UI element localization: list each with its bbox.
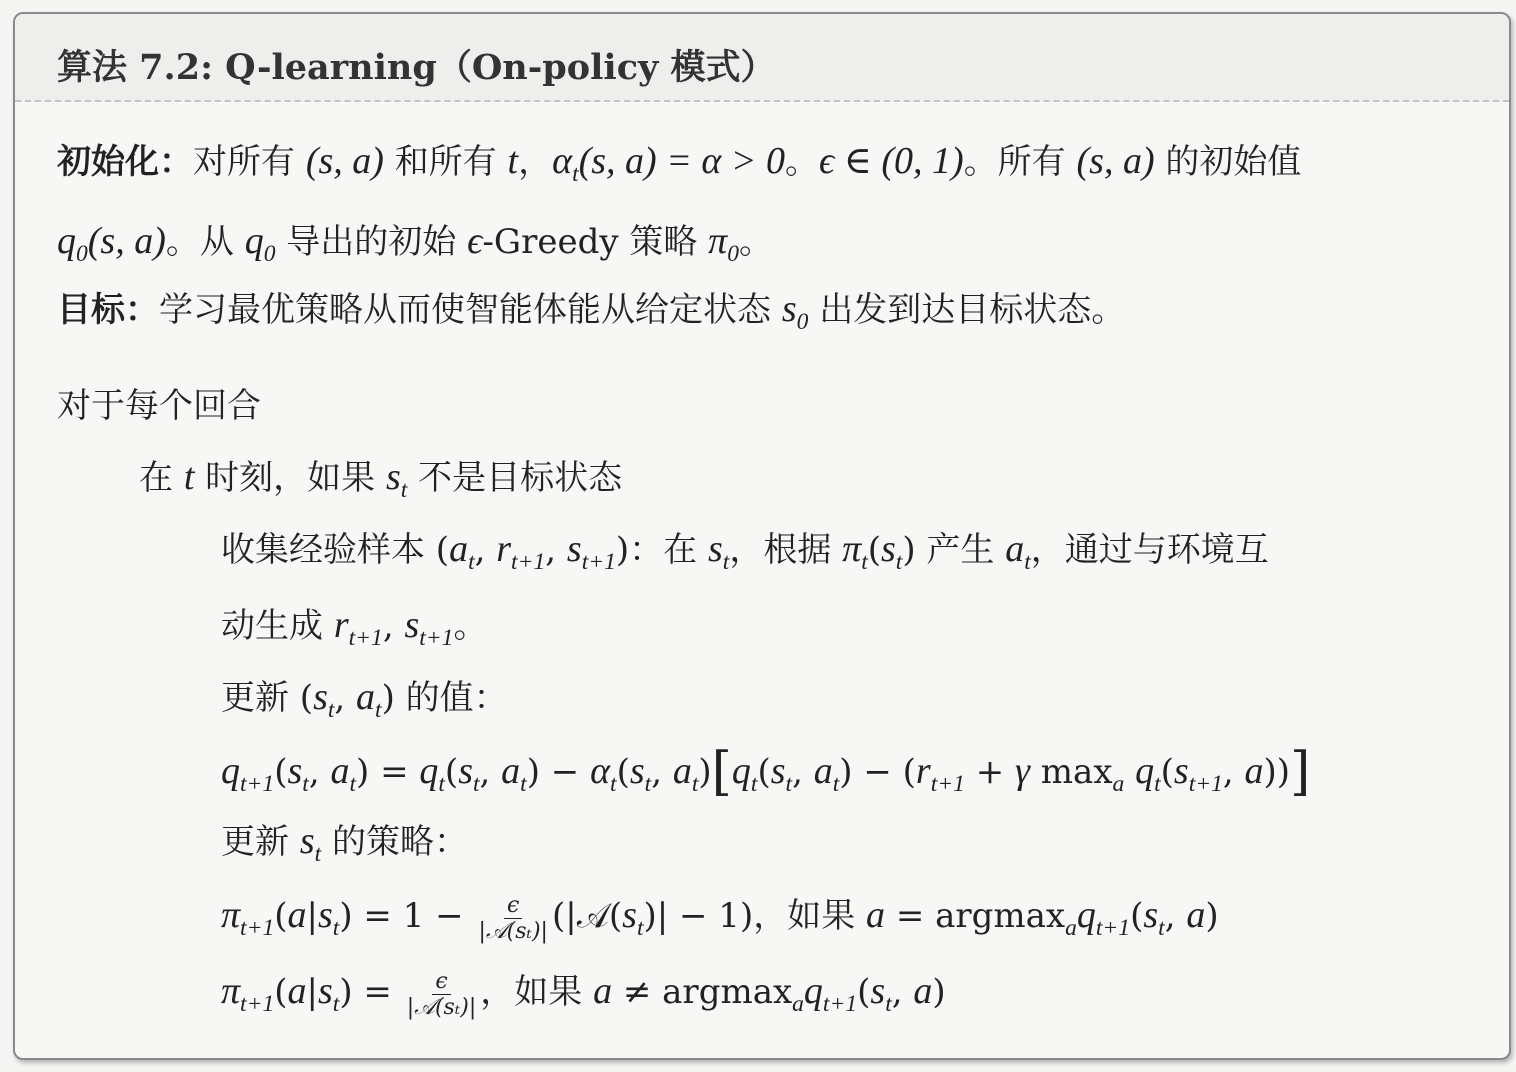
text-segment: 。所有 <box>963 142 1077 182</box>
text-segment: ) <box>1205 896 1219 936</box>
math-symbol <box>1005 528 1031 576</box>
math-base: a <box>330 750 350 792</box>
math-symbol <box>244 220 276 268</box>
text-segment: ) = <box>339 972 403 1012</box>
math-base: q <box>803 970 823 1012</box>
math-symbol <box>404 604 454 652</box>
text-segment: ( <box>274 972 288 1012</box>
text-segment: ≠ argmax <box>612 972 793 1012</box>
text-segment: 更新 <box>221 822 300 862</box>
math-symbol <box>333 604 383 652</box>
math-subscript: t <box>1154 771 1161 798</box>
text-segment: 更新 ( <box>221 678 314 718</box>
math-base: s <box>1173 750 1189 792</box>
math-subscript: t <box>375 697 382 724</box>
math-base: a <box>1186 894 1206 936</box>
text-segment: ，根据 <box>729 530 843 570</box>
math-symbol <box>288 894 307 936</box>
text-segment: , <box>308 752 331 792</box>
math-symbol <box>508 140 519 182</box>
math-base: s <box>318 894 333 936</box>
math-base: s <box>458 750 473 792</box>
math-symbol <box>792 970 804 1018</box>
text-segment: 和所有 <box>383 142 508 182</box>
math-base: π <box>708 220 728 262</box>
math-base: t <box>507 140 519 182</box>
math-symbol <box>813 750 840 798</box>
text-segment: , <box>382 606 405 646</box>
text-segment: )) <box>1263 752 1291 792</box>
math-base: a <box>287 970 307 1012</box>
math-base: q <box>221 750 240 792</box>
math-subscript: 0 <box>796 309 809 336</box>
math-symbol <box>299 820 322 868</box>
math-subscript: t <box>885 991 892 1018</box>
text-segment: -Greedy 策略 <box>482 222 709 262</box>
math-base: s <box>386 456 401 498</box>
math-subscript: t <box>572 161 579 188</box>
math-symbol <box>330 750 356 798</box>
math-base: s <box>629 750 645 792</box>
math-base: q <box>419 750 439 792</box>
math-base: q <box>731 750 751 792</box>
text-segment: 的初始值 <box>1154 142 1302 182</box>
math-subscript: t+1 <box>419 625 454 652</box>
init-line-1 <box>57 134 1301 188</box>
algorithm-title: 算法 7.2: Q-learning（On-policy 模式） <box>57 47 776 88</box>
text-segment: 。从 <box>165 222 245 262</box>
math-subscript: t+1 <box>348 625 383 652</box>
q-update-equation <box>221 742 1310 802</box>
math-base: s <box>770 750 786 792</box>
init-label: 初始化： <box>57 142 193 182</box>
math-symbol <box>866 894 885 936</box>
math-subscript: t+1 <box>240 771 275 798</box>
math-symbol <box>881 528 903 576</box>
math-subscript: t <box>327 697 335 724</box>
text-segment: ) <box>932 972 946 1012</box>
math-subscript: t+1 <box>240 915 275 942</box>
math-subscript: t <box>1024 549 1031 576</box>
math-symbol <box>579 140 785 182</box>
math-subscript: 0 <box>76 241 88 268</box>
math-base: s <box>1143 894 1159 936</box>
update-value-label <box>221 670 508 724</box>
math-base: t <box>183 456 195 498</box>
math-symbol <box>356 676 382 724</box>
math-symbol <box>707 528 730 576</box>
text-segment: )| − 1)，如果 <box>643 896 867 936</box>
text-segment: ( <box>1130 896 1144 936</box>
text-segment: 。 <box>738 222 773 262</box>
math-symbol <box>593 970 612 1012</box>
math-base: s <box>318 970 333 1012</box>
math-symbol <box>184 456 195 498</box>
math-symbol <box>1186 894 1205 936</box>
math-symbol <box>1245 750 1264 792</box>
policy-other-equation <box>221 964 946 1020</box>
math-subscript: t <box>895 549 903 576</box>
math-symbol <box>672 750 699 798</box>
math-subscript: t <box>722 549 730 576</box>
math-symbol <box>915 750 965 798</box>
math-subscript: t <box>691 771 699 798</box>
math-base: a <box>1244 750 1264 792</box>
text-segment: = argmax <box>885 896 1066 936</box>
math-base: a <box>449 528 469 570</box>
math-subscript: t+1 <box>1095 915 1131 942</box>
text-segment: (|𝒜( <box>551 896 623 936</box>
math-base: r <box>496 528 512 570</box>
text-segment: + <box>964 752 1016 792</box>
math-subscript: a <box>1112 771 1125 798</box>
math-symbol <box>288 970 307 1012</box>
math-subscript: t+1 <box>581 549 616 576</box>
fraction <box>478 893 548 944</box>
math-base: s <box>622 894 637 936</box>
math-base: (s, a) <box>87 220 166 262</box>
math-base: s <box>404 604 420 646</box>
policy-greedy-equation <box>221 888 1219 944</box>
math-base: s <box>313 676 328 718</box>
math-base: ϵ <box>467 220 483 262</box>
math-base: q <box>1135 750 1155 792</box>
math-symbol <box>1143 894 1165 942</box>
math-symbol <box>1076 894 1131 942</box>
math-base: ϵ ∈ (0, 1) <box>818 140 964 182</box>
episode-loop <box>57 378 261 427</box>
math-base: s <box>707 528 723 570</box>
text-segment: 在 <box>139 458 184 498</box>
math-symbol <box>306 140 384 182</box>
math-base: a <box>672 750 692 792</box>
math-symbol <box>57 220 88 268</box>
math-subscript: t <box>400 477 408 504</box>
text-segment: , <box>545 530 567 570</box>
math-subscript: t+1 <box>1188 771 1223 798</box>
text-segment: 动生成 <box>221 606 334 646</box>
text-segment: ( <box>867 530 881 570</box>
text-segment: 不是目标状态 <box>407 458 623 498</box>
math-base: (s, a) = α > 0 <box>578 140 785 182</box>
text-segment: )：在 <box>615 530 708 570</box>
math-symbol <box>318 970 340 1018</box>
text-segment: 导出的初始 <box>275 222 468 262</box>
math-symbol <box>221 750 275 798</box>
math-symbol <box>803 970 858 1018</box>
text-segment: ) 产生 <box>902 530 1006 570</box>
text-segment: ( <box>274 752 288 792</box>
math-subscript: t+1 <box>240 991 275 1018</box>
text-segment: ( <box>857 972 871 1012</box>
math-subscript: t <box>750 771 758 798</box>
math-subscript: t+1 <box>930 771 965 798</box>
math-symbol <box>731 750 758 798</box>
math-base: α <box>590 750 611 792</box>
step-condition <box>139 450 622 504</box>
update-policy-label <box>221 814 468 868</box>
math-subscript: t+1 <box>822 991 858 1018</box>
math-subscript: t <box>472 771 480 798</box>
text-segment: ) = <box>356 752 420 792</box>
text-segment: , <box>474 530 497 570</box>
text-segment: , <box>891 972 914 1012</box>
math-symbol <box>781 288 809 336</box>
math-subscript: a <box>792 991 804 1018</box>
math-symbol <box>1015 750 1030 792</box>
bracket: [ <box>711 742 732 802</box>
math-base: r <box>333 604 349 646</box>
text-segment: 。 <box>784 142 819 182</box>
text-segment: ( <box>274 896 288 936</box>
goal-line <box>57 282 1125 336</box>
math-symbol <box>842 528 868 576</box>
fraction-denominator: |𝒜(sₜ)| <box>406 994 477 1020</box>
text-segment: | <box>306 896 318 936</box>
text-segment: 对所有 <box>193 142 306 182</box>
text-segment: ) − ( <box>839 752 916 792</box>
math-base: q <box>1076 894 1096 936</box>
math-base: a <box>866 894 886 936</box>
math-base: q <box>57 220 76 262</box>
math-base: a <box>1005 528 1025 570</box>
bracket: ] <box>1290 742 1311 802</box>
math-base: α <box>552 140 573 182</box>
math-base: s <box>881 528 896 570</box>
math-symbol <box>318 894 340 942</box>
math-symbol <box>449 528 475 576</box>
math-subscript: t <box>861 549 868 576</box>
text-segment: , <box>479 752 502 792</box>
math-subscript: t <box>314 841 322 868</box>
math-base: q <box>244 220 264 262</box>
math-base: a <box>501 750 521 792</box>
math-symbol <box>1135 750 1161 798</box>
math-base: a <box>813 750 833 792</box>
math-subscript: a <box>1065 915 1077 942</box>
math-base: s <box>781 288 797 330</box>
math-symbol <box>458 750 480 798</box>
math-base: (s, a) <box>1076 140 1155 182</box>
math-symbol <box>870 970 892 1018</box>
init-text <box>193 140 1302 188</box>
math-subscript: t <box>332 991 340 1018</box>
fraction-numerator: ϵ <box>432 969 450 995</box>
text-segment: ( <box>616 752 630 792</box>
text-segment: 出发到达目标状态。 <box>808 290 1126 330</box>
text-segment: 的策略： <box>321 822 468 862</box>
math-base: a <box>287 894 307 936</box>
fraction <box>407 969 477 1020</box>
math-symbol <box>467 220 482 262</box>
algorithm-header <box>15 14 1509 102</box>
math-base: s <box>299 820 315 862</box>
math-subscript: t <box>1158 915 1165 942</box>
math-subscript: t <box>349 771 356 798</box>
math-symbol <box>496 528 546 576</box>
text-segment: 时刻，如果 <box>194 458 386 498</box>
math-base: s <box>566 528 582 570</box>
math-symbol <box>1173 750 1223 798</box>
math-subscript: t <box>332 915 340 942</box>
algorithm-box <box>13 12 1511 1060</box>
math-symbol <box>552 140 579 188</box>
init-line-2 <box>57 214 773 268</box>
math-subscript: t <box>438 771 445 798</box>
text-segment: ， <box>518 142 553 182</box>
math-subscript: t <box>302 771 309 798</box>
math-symbol <box>1112 750 1125 798</box>
math-base: s <box>870 970 886 1012</box>
text-segment: , <box>1164 896 1187 936</box>
math-subscript: t <box>468 549 475 576</box>
math-base: π <box>221 894 241 936</box>
math-subscript: t <box>832 771 840 798</box>
math-subscript: t <box>785 771 793 798</box>
math-subscript: t+1 <box>511 549 546 576</box>
text-segment <box>1124 752 1135 792</box>
text-segment: ，通过与环境互 <box>1030 530 1269 570</box>
math-symbol <box>313 676 335 724</box>
text-segment: ( <box>1160 752 1174 792</box>
math-base: s <box>287 750 303 792</box>
text-segment: max <box>1030 752 1113 792</box>
goal-label: 目标： <box>57 290 159 330</box>
math-symbol <box>819 140 964 182</box>
math-symbol <box>386 456 408 504</box>
math-base: (s, a) <box>305 140 384 182</box>
math-base: a <box>356 676 376 718</box>
text-segment: , <box>792 752 814 792</box>
math-symbol <box>1077 140 1155 182</box>
math-symbol <box>770 750 793 798</box>
math-base: π <box>221 970 241 1012</box>
math-subscript: 0 <box>263 241 276 268</box>
math-symbol <box>590 750 617 798</box>
math-symbol <box>1065 894 1077 942</box>
text-segment: ) − <box>526 752 591 792</box>
math-symbol <box>622 894 644 942</box>
text-segment: 学习最优策略从而使智能体能从给定状态 <box>159 290 782 330</box>
math-symbol <box>88 220 166 262</box>
math-symbol <box>913 970 932 1012</box>
math-base: a <box>593 970 613 1012</box>
math-subscript: 0 <box>727 241 739 268</box>
text-segment: ，如果 <box>480 972 594 1012</box>
math-symbol <box>287 750 309 798</box>
text-segment: , <box>1222 752 1245 792</box>
text-segment: | <box>306 972 318 1012</box>
fraction-numerator: ϵ <box>504 893 522 919</box>
fraction-denominator: |𝒜(sₜ)| <box>478 918 548 944</box>
collect-line-1 <box>221 522 1269 576</box>
text-segment: , <box>651 752 673 792</box>
math-symbol <box>566 528 616 576</box>
math-base: a <box>913 970 933 1012</box>
math-symbol <box>221 970 275 1018</box>
text-segment: ( <box>757 752 771 792</box>
math-subscript: t <box>636 915 644 942</box>
math-base: γ <box>1015 750 1030 792</box>
math-symbol <box>419 750 445 798</box>
math-symbol <box>501 750 527 798</box>
math-base: π <box>842 528 862 570</box>
text-segment: , <box>334 678 357 718</box>
math-symbol <box>629 750 652 798</box>
text-segment: 收集经验样本 ( <box>221 530 450 570</box>
collect-line-2 <box>221 598 487 652</box>
text-segment: ) 的值： <box>381 678 508 718</box>
text-segment: ( <box>444 752 459 792</box>
text-segment: ) = 1 − <box>339 896 475 936</box>
math-base: r <box>915 750 931 792</box>
math-symbol <box>221 894 275 942</box>
math-subscript: t <box>610 771 617 798</box>
math-symbol <box>708 220 739 268</box>
goal-text <box>159 288 1126 336</box>
text-segment: 。 <box>453 606 488 646</box>
math-subscript: t <box>520 771 527 798</box>
text-segment: 对于每个回合 <box>57 386 261 426</box>
math-subscript: t <box>644 771 652 798</box>
text-segment: ) <box>698 752 712 792</box>
